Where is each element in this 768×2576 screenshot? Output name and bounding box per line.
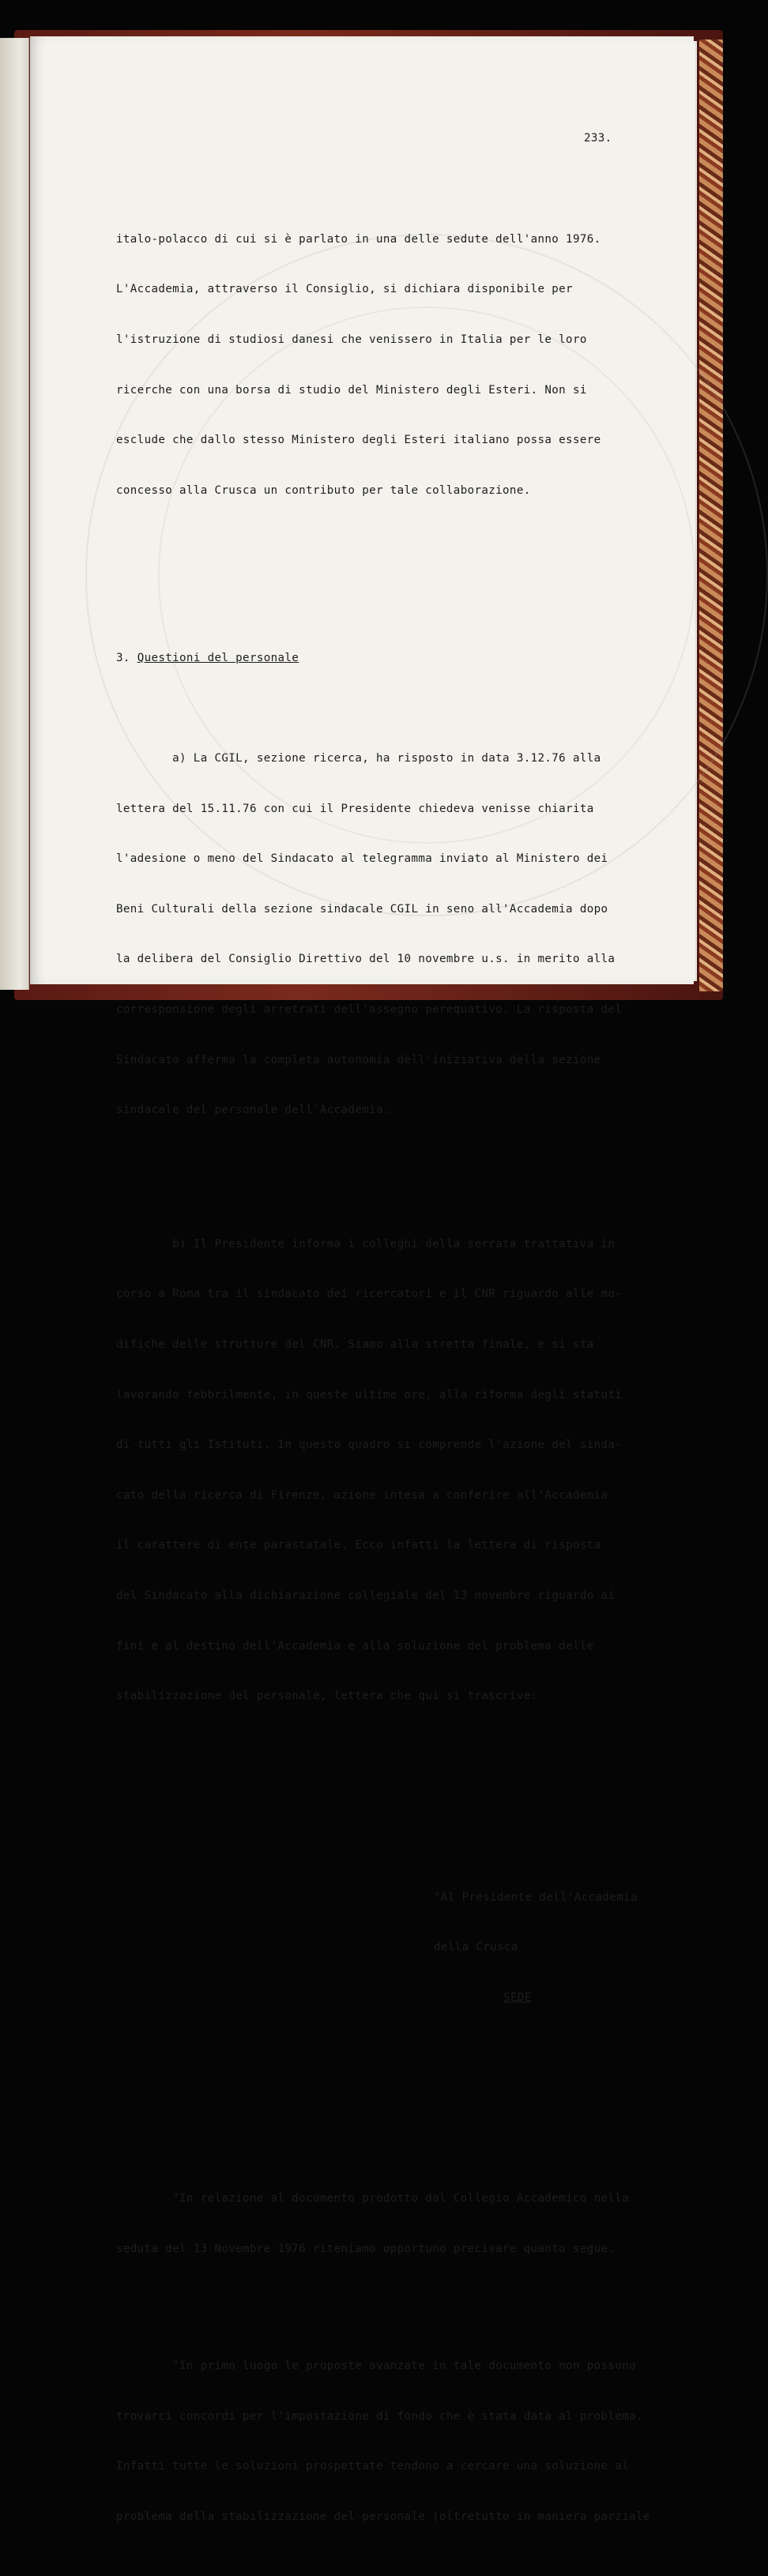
address-line: "Al Presidente dell'Accademia [434,1890,638,1904]
text-line: seduta del 13 Novembre 1976 riteniamo opportuno precisare quanto segue. [116,2242,616,2255]
address-line: della Crusca [434,1941,518,1954]
text-line: concesso alla Crusca un contributo per tale collaborazione. [116,483,531,497]
text-line: trovarci concordi per l'impostazione di fondo che è stata data al problema. [116,2409,643,2423]
text-line: sindacale del personale dell'Accademia. [116,1104,390,1117]
text-line: Beni Culturali della sezione sindacale CGIL in seno all'Accademia dopo [116,902,608,916]
text-line: ricerche con una borsa di studio del Ministero degli Esteri. Non si [116,383,587,397]
text-line: cato della ricerca di Firenze, azione intesa a conferire all'Accademia [116,1488,608,1502]
paragraph-a [116,717,650,1153]
text-line: fini e al destino dell'Accademia e alla soluzione del problema delle [116,1639,594,1653]
text-line: stabilizzazione del personale, lettera che qui si trascrive: [116,1690,538,1703]
page-number: 233. [584,132,612,145]
text-line: Infatti tutte le soluzioni prospettate tendono a cercare una soluzione al [116,2460,630,2473]
text-line: "In primo luogo le proposte avanzate in tale documento non possono [116,2360,636,2372]
text-line: b) Il Presidente informa i colleghi della serrata trattativa in [116,1237,616,1250]
letter-paragraph-1 [116,2157,650,2292]
text-line: l'istruzione di studiosi danesi che venissero in Italia per le loro [116,333,587,347]
letter-paragraph-2 [116,2325,650,2559]
section-number: 3. [116,651,137,664]
text-line: di tutti gli Istituti. In questo quadro si comprende l'azione del sinda- [116,1438,623,1452]
text-line: difiche delle strutture del CNR. Siamo alla stretta finale, e si sta [116,1338,594,1352]
paragraph-b [116,1202,650,1739]
text-line: Sindacato afferma la completa autonomia dell'iniziativa della sezione [116,1053,601,1066]
text-line: esclude che dallo stesso Ministero degli Esteri italiano possa essere [116,434,601,447]
left-page-edge [0,38,29,990]
text-line: italo-polacco di cui si è parlato in una delle sedute dell'anno 1976. [116,232,601,246]
text-line: del Sindacato alla dichiarazione collegiale del 13 novembre riguardo ai [116,1589,616,1603]
text-line: "In relazione al documento prodotto dal Collegio Accademico nella [116,2191,630,2205]
text-line: corresponsione degli arretrati dell'assegno perequativo. La risposta del [116,1002,623,1016]
section-heading [116,650,650,667]
text-line: L'Accademia, attraverso il Consiglio, si dichiara disponibile per [116,283,573,296]
text-line: a) La CGIL, sezione ricerca, ha risposto in data 3.12.76 alla [116,751,601,765]
paragraph-intro [116,197,650,532]
text-line: lettera del 15.11.76 con cui il Presidente chiedeva venisse chiarita [116,802,594,815]
address-sede: SEDE [503,1991,532,2004]
text-line: corso a Roma tra il sindacato dei ricercatori e il CNR riguardo alle mo- [116,1288,623,1301]
text-line: la delibera del Consiglio Direttivo del 10 novembre u.s. in merito alla [116,953,616,966]
text-line: lavorando febbrilmente, in queste ultime ore, alla riforma degli statuti [116,1388,623,1401]
section-title: Questioni del personale [137,651,299,664]
text-line: problema della stabilizzazione del personale (oltretutto in maniera parziale [116,2510,650,2523]
text-line: il carattere di ente parastatale. Ecco infatti la lettera di risposta [116,1539,601,1552]
address-block [116,1856,650,2040]
marbled-page-edge [699,39,723,991]
text-line: l'adesione o meno del Sindacato al telegramma inviato al Ministero dei [116,852,608,866]
page-body [116,164,650,2576]
